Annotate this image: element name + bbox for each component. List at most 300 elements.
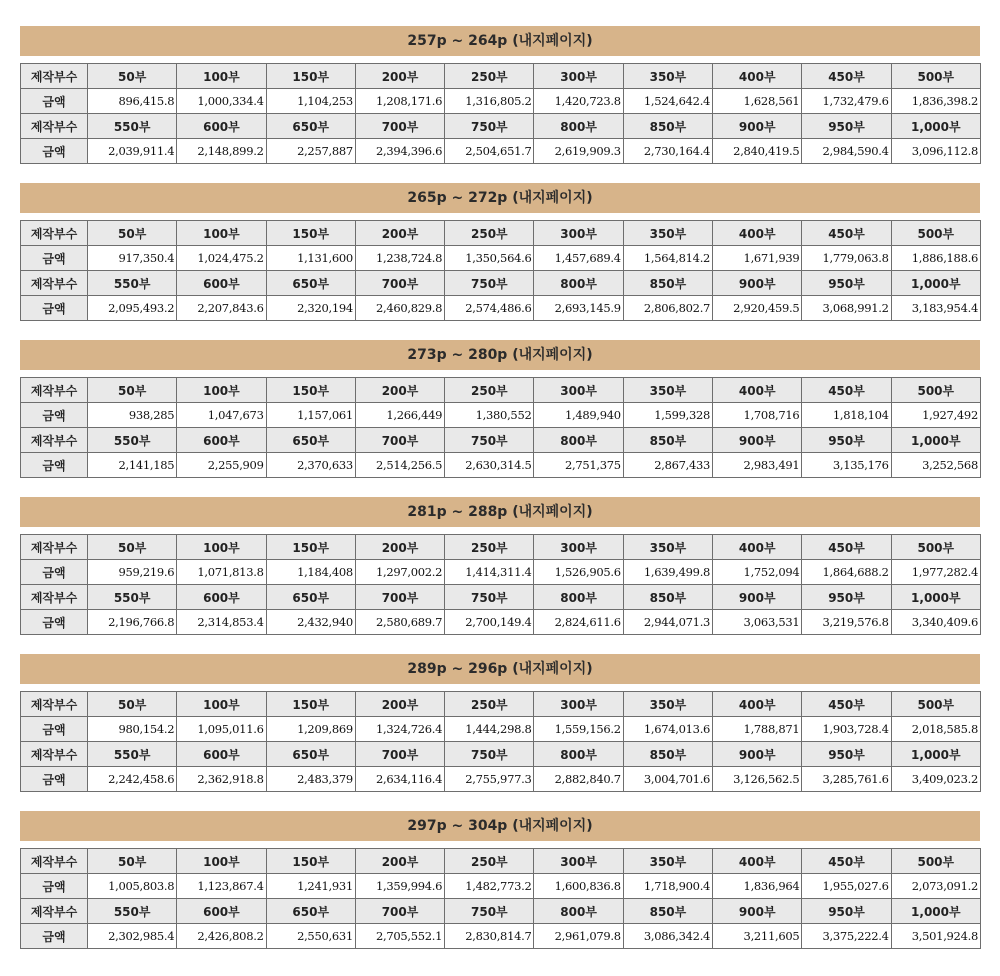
amount-cell: 1,241,931 <box>266 874 355 899</box>
amount-cell: 3,285,761.6 <box>802 767 891 792</box>
amount-cell: 1,000,334.4 <box>177 89 266 114</box>
amount-row <box>21 403 981 428</box>
amount-cell: 1,482,773.2 <box>445 874 534 899</box>
copies-cell: 900부 <box>713 271 802 296</box>
copies-cell: 450부 <box>802 535 891 560</box>
amount-cell: 1,836,398.2 <box>891 89 980 114</box>
amount-cell: 2,196,766.8 <box>88 610 177 635</box>
price-section <box>20 340 980 472</box>
copies-cell: 1,000부 <box>891 899 980 924</box>
amount-label: 금액 <box>21 874 88 899</box>
copies-cell: 350부 <box>623 64 712 89</box>
amount-cell: 2,961,079.8 <box>534 924 623 949</box>
amount-cell: 2,619,909.3 <box>534 139 623 164</box>
amount-cell: 2,207,843.6 <box>177 296 266 321</box>
price-table <box>20 848 981 949</box>
price-section <box>20 26 980 158</box>
copies-cell: 200부 <box>355 378 444 403</box>
amount-cell: 896,415.8 <box>88 89 177 114</box>
amount-cell: 2,257,887 <box>266 139 355 164</box>
amount-cell: 3,375,222.4 <box>802 924 891 949</box>
copies-cell: 100부 <box>177 221 266 246</box>
copies-row <box>21 221 981 246</box>
copies-cell: 250부 <box>445 849 534 874</box>
copies-cell: 400부 <box>713 221 802 246</box>
copies-cell: 850부 <box>623 585 712 610</box>
section-title: 257p ~ 264p (내지페이지) <box>20 26 980 56</box>
copies-cell: 650부 <box>266 114 355 139</box>
amount-cell: 2,148,899.2 <box>177 139 266 164</box>
amount-cell: 2,018,585.8 <box>891 717 980 742</box>
amount-cell: 2,514,256.5 <box>355 453 444 478</box>
amount-cell: 2,504,651.7 <box>445 139 534 164</box>
amount-cell: 2,700,149.4 <box>445 610 534 635</box>
amount-cell: 1,886,188.6 <box>891 246 980 271</box>
copies-cell: 150부 <box>266 64 355 89</box>
copies-row <box>21 849 981 874</box>
amount-row <box>21 296 981 321</box>
amount-cell: 1,732,479.6 <box>802 89 891 114</box>
amount-cell: 1,266,449 <box>355 403 444 428</box>
copies-label: 제작부수 <box>21 271 88 296</box>
amount-cell: 1,047,673 <box>177 403 266 428</box>
amount-cell: 1,131,600 <box>266 246 355 271</box>
copies-cell: 50부 <box>88 64 177 89</box>
amount-cell: 1,526,905.6 <box>534 560 623 585</box>
copies-cell: 350부 <box>623 692 712 717</box>
amount-cell: 2,730,164.4 <box>623 139 712 164</box>
amount-cell: 3,004,701.6 <box>623 767 712 792</box>
amount-cell: 2,824,611.6 <box>534 610 623 635</box>
copies-cell: 750부 <box>445 271 534 296</box>
amount-cell: 3,068,991.2 <box>802 296 891 321</box>
copies-cell: 450부 <box>802 221 891 246</box>
amount-label: 금액 <box>21 246 88 271</box>
copies-cell: 500부 <box>891 535 980 560</box>
amount-label: 금액 <box>21 610 88 635</box>
copies-cell: 250부 <box>445 692 534 717</box>
section-title: 289p ~ 296p (내지페이지) <box>20 654 980 684</box>
amount-cell: 2,073,091.2 <box>891 874 980 899</box>
amount-cell: 2,432,940 <box>266 610 355 635</box>
amount-cell: 1,104,253 <box>266 89 355 114</box>
amount-cell: 1,457,689.4 <box>534 246 623 271</box>
copies-cell: 550부 <box>88 899 177 924</box>
copies-cell: 850부 <box>623 114 712 139</box>
copies-cell: 300부 <box>534 221 623 246</box>
copies-cell: 900부 <box>713 428 802 453</box>
copies-cell: 600부 <box>177 742 266 767</box>
price-table <box>20 63 981 164</box>
copies-row <box>21 742 981 767</box>
copies-cell: 850부 <box>623 271 712 296</box>
section-title: 297p ~ 304p (내지페이지) <box>20 811 980 841</box>
amount-cell: 2,370,633 <box>266 453 355 478</box>
amount-cell: 1,718,900.4 <box>623 874 712 899</box>
copies-cell: 100부 <box>177 378 266 403</box>
copies-cell: 550부 <box>88 585 177 610</box>
copies-cell: 700부 <box>355 114 444 139</box>
copies-cell: 850부 <box>623 428 712 453</box>
copies-cell: 700부 <box>355 585 444 610</box>
price-section <box>20 183 980 315</box>
copies-cell: 650부 <box>266 585 355 610</box>
copies-label: 제작부수 <box>21 221 88 246</box>
amount-cell: 1,359,994.6 <box>355 874 444 899</box>
copies-cell: 400부 <box>713 378 802 403</box>
copies-cell: 950부 <box>802 271 891 296</box>
amount-cell: 1,927,492 <box>891 403 980 428</box>
copies-cell: 150부 <box>266 535 355 560</box>
amount-cell: 1,297,002.2 <box>355 560 444 585</box>
copies-cell: 250부 <box>445 535 534 560</box>
amount-row <box>21 874 981 899</box>
copies-cell: 800부 <box>534 899 623 924</box>
amount-cell: 1,005,803.8 <box>88 874 177 899</box>
copies-cell: 200부 <box>355 535 444 560</box>
amount-cell: 3,219,576.8 <box>802 610 891 635</box>
copies-row <box>21 428 981 453</box>
amount-cell: 2,314,853.4 <box>177 610 266 635</box>
amount-cell: 2,830,814.7 <box>445 924 534 949</box>
amount-cell: 1,639,499.8 <box>623 560 712 585</box>
copies-cell: 500부 <box>891 221 980 246</box>
amount-cell: 1,380,552 <box>445 403 534 428</box>
amount-label: 금액 <box>21 139 88 164</box>
copies-cell: 950부 <box>802 585 891 610</box>
copies-cell: 100부 <box>177 692 266 717</box>
amount-cell: 2,141,185 <box>88 453 177 478</box>
amount-cell: 1,444,298.8 <box>445 717 534 742</box>
copies-cell: 700부 <box>355 742 444 767</box>
copies-cell: 550부 <box>88 428 177 453</box>
amount-cell: 1,524,642.4 <box>623 89 712 114</box>
copies-cell: 750부 <box>445 585 534 610</box>
amount-cell: 1,600,836.8 <box>534 874 623 899</box>
copies-cell: 450부 <box>802 692 891 717</box>
amount-cell: 1,420,723.8 <box>534 89 623 114</box>
copies-cell: 900부 <box>713 899 802 924</box>
copies-row <box>21 692 981 717</box>
copies-cell: 300부 <box>534 378 623 403</box>
amount-row <box>21 924 981 949</box>
amount-cell: 1,350,564.6 <box>445 246 534 271</box>
copies-cell: 250부 <box>445 64 534 89</box>
amount-row <box>21 139 981 164</box>
copies-label: 제작부수 <box>21 585 88 610</box>
copies-cell: 550부 <box>88 114 177 139</box>
amount-cell: 1,208,171.6 <box>355 89 444 114</box>
copies-cell: 100부 <box>177 849 266 874</box>
amount-cell: 1,414,311.4 <box>445 560 534 585</box>
copies-cell: 400부 <box>713 692 802 717</box>
copies-cell: 150부 <box>266 378 355 403</box>
amount-cell: 2,944,071.3 <box>623 610 712 635</box>
copies-cell: 800부 <box>534 114 623 139</box>
copies-cell: 250부 <box>445 378 534 403</box>
amount-cell: 2,630,314.5 <box>445 453 534 478</box>
copies-cell: 1,000부 <box>891 271 980 296</box>
price-section <box>20 497 980 629</box>
amount-label: 금액 <box>21 767 88 792</box>
amount-cell: 2,806,802.7 <box>623 296 712 321</box>
amount-cell: 2,362,918.8 <box>177 767 266 792</box>
copies-row <box>21 114 981 139</box>
amount-cell: 1,024,475.2 <box>177 246 266 271</box>
section-title: 273p ~ 280p (내지페이지) <box>20 340 980 370</box>
copies-cell: 550부 <box>88 742 177 767</box>
copies-cell: 700부 <box>355 899 444 924</box>
copies-cell: 200부 <box>355 849 444 874</box>
amount-cell: 1,752,094 <box>713 560 802 585</box>
amount-label: 금액 <box>21 403 88 428</box>
price-table <box>20 377 981 478</box>
amount-cell: 3,126,562.5 <box>713 767 802 792</box>
copies-cell: 950부 <box>802 114 891 139</box>
copies-cell: 100부 <box>177 535 266 560</box>
amount-cell: 1,788,871 <box>713 717 802 742</box>
copies-cell: 150부 <box>266 221 355 246</box>
amount-cell: 3,409,023.2 <box>891 767 980 792</box>
copies-cell: 950부 <box>802 899 891 924</box>
copies-label: 제작부수 <box>21 535 88 560</box>
amount-cell: 3,340,409.6 <box>891 610 980 635</box>
copies-cell: 550부 <box>88 271 177 296</box>
amount-cell: 1,209,869 <box>266 717 355 742</box>
amount-cell: 2,320,194 <box>266 296 355 321</box>
amount-cell: 2,920,459.5 <box>713 296 802 321</box>
copies-cell: 450부 <box>802 849 891 874</box>
copies-cell: 900부 <box>713 742 802 767</box>
price-section <box>20 811 980 943</box>
copies-row <box>21 271 981 296</box>
copies-cell: 750부 <box>445 114 534 139</box>
amount-cell: 2,705,552.1 <box>355 924 444 949</box>
copies-cell: 500부 <box>891 849 980 874</box>
amount-cell: 2,984,590.4 <box>802 139 891 164</box>
copies-label: 제작부수 <box>21 64 88 89</box>
copies-cell: 500부 <box>891 64 980 89</box>
copies-cell: 350부 <box>623 535 712 560</box>
amount-cell: 1,818,104 <box>802 403 891 428</box>
copies-cell: 400부 <box>713 64 802 89</box>
amount-cell: 2,460,829.8 <box>355 296 444 321</box>
amount-cell: 1,977,282.4 <box>891 560 980 585</box>
amount-cell: 2,302,985.4 <box>88 924 177 949</box>
copies-cell: 850부 <box>623 899 712 924</box>
copies-cell: 700부 <box>355 428 444 453</box>
amount-label: 금액 <box>21 296 88 321</box>
amount-cell: 2,882,840.7 <box>534 767 623 792</box>
copies-cell: 300부 <box>534 692 623 717</box>
copies-label: 제작부수 <box>21 899 88 924</box>
copies-cell: 650부 <box>266 899 355 924</box>
amount-cell: 1,324,726.4 <box>355 717 444 742</box>
copies-cell: 800부 <box>534 271 623 296</box>
amount-cell: 2,394,396.6 <box>355 139 444 164</box>
copies-cell: 600부 <box>177 114 266 139</box>
amount-cell: 1,628,561 <box>713 89 802 114</box>
copies-row <box>21 585 981 610</box>
amount-cell: 980,154.2 <box>88 717 177 742</box>
amount-label: 금액 <box>21 924 88 949</box>
copies-row <box>21 535 981 560</box>
amount-cell: 3,211,605 <box>713 924 802 949</box>
amount-label: 금액 <box>21 89 88 114</box>
copies-cell: 600부 <box>177 428 266 453</box>
amount-cell: 1,671,939 <box>713 246 802 271</box>
amount-cell: 1,864,688.2 <box>802 560 891 585</box>
copies-cell: 900부 <box>713 585 802 610</box>
price-table <box>20 534 981 635</box>
copies-cell: 400부 <box>713 535 802 560</box>
copies-cell: 150부 <box>266 692 355 717</box>
amount-cell: 1,955,027.6 <box>802 874 891 899</box>
copies-cell: 450부 <box>802 64 891 89</box>
amount-cell: 2,983,491 <box>713 453 802 478</box>
copies-cell: 350부 <box>623 849 712 874</box>
amount-cell: 2,634,116.4 <box>355 767 444 792</box>
copies-cell: 500부 <box>891 692 980 717</box>
amount-cell: 3,096,112.8 <box>891 139 980 164</box>
amount-cell: 2,693,145.9 <box>534 296 623 321</box>
amount-label: 금액 <box>21 560 88 585</box>
amount-cell: 1,599,328 <box>623 403 712 428</box>
copies-cell: 450부 <box>802 378 891 403</box>
copies-cell: 200부 <box>355 692 444 717</box>
copies-label: 제작부수 <box>21 378 88 403</box>
copies-cell: 500부 <box>891 378 980 403</box>
copies-row <box>21 64 981 89</box>
amount-cell: 1,836,964 <box>713 874 802 899</box>
amount-cell: 1,316,805.2 <box>445 89 534 114</box>
copies-cell: 750부 <box>445 428 534 453</box>
copies-cell: 950부 <box>802 428 891 453</box>
section-title: 281p ~ 288p (내지페이지) <box>20 497 980 527</box>
amount-cell: 2,095,493.2 <box>88 296 177 321</box>
copies-cell: 600부 <box>177 899 266 924</box>
amount-cell: 917,350.4 <box>88 246 177 271</box>
price-tables <box>20 26 980 968</box>
amount-cell: 3,135,176 <box>802 453 891 478</box>
amount-cell: 3,086,342.4 <box>623 924 712 949</box>
copies-cell: 600부 <box>177 271 266 296</box>
amount-cell: 1,157,061 <box>266 403 355 428</box>
copies-label: 제작부수 <box>21 742 88 767</box>
copies-cell: 350부 <box>623 221 712 246</box>
copies-cell: 50부 <box>88 378 177 403</box>
copies-cell: 50부 <box>88 692 177 717</box>
copies-cell: 50부 <box>88 849 177 874</box>
amount-cell: 1,071,813.8 <box>177 560 266 585</box>
copies-cell: 750부 <box>445 742 534 767</box>
price-table <box>20 691 981 792</box>
copies-cell: 850부 <box>623 742 712 767</box>
copies-row <box>21 378 981 403</box>
amount-cell: 2,840,419.5 <box>713 139 802 164</box>
amount-cell: 2,039,911.4 <box>88 139 177 164</box>
copies-cell: 1,000부 <box>891 585 980 610</box>
copies-cell: 200부 <box>355 64 444 89</box>
copies-cell: 650부 <box>266 742 355 767</box>
amount-cell: 1,095,011.6 <box>177 717 266 742</box>
amount-row <box>21 89 981 114</box>
amount-row <box>21 453 981 478</box>
copies-cell: 800부 <box>534 742 623 767</box>
copies-cell: 50부 <box>88 535 177 560</box>
copies-cell: 400부 <box>713 849 802 874</box>
copies-cell: 1,000부 <box>891 742 980 767</box>
amount-row <box>21 610 981 635</box>
copies-cell: 650부 <box>266 428 355 453</box>
copies-cell: 700부 <box>355 271 444 296</box>
amount-row <box>21 560 981 585</box>
copies-cell: 800부 <box>534 428 623 453</box>
amount-cell: 1,674,013.6 <box>623 717 712 742</box>
amount-label: 금액 <box>21 453 88 478</box>
amount-row <box>21 717 981 742</box>
copies-cell: 300부 <box>534 849 623 874</box>
amount-cell: 959,219.6 <box>88 560 177 585</box>
copies-label: 제작부수 <box>21 849 88 874</box>
amount-row <box>21 767 981 792</box>
amount-cell: 2,255,909 <box>177 453 266 478</box>
amount-cell: 2,426,808.2 <box>177 924 266 949</box>
copies-cell: 750부 <box>445 899 534 924</box>
amount-cell: 2,580,689.7 <box>355 610 444 635</box>
copies-cell: 150부 <box>266 849 355 874</box>
amount-cell: 1,184,408 <box>266 560 355 585</box>
amount-cell: 1,238,724.8 <box>355 246 444 271</box>
amount-cell: 938,285 <box>88 403 177 428</box>
copies-cell: 950부 <box>802 742 891 767</box>
amount-row <box>21 246 981 271</box>
amount-cell: 2,550,631 <box>266 924 355 949</box>
amount-cell: 1,489,940 <box>534 403 623 428</box>
copies-cell: 900부 <box>713 114 802 139</box>
copies-cell: 200부 <box>355 221 444 246</box>
price-section <box>20 654 980 786</box>
amount-cell: 1,903,728.4 <box>802 717 891 742</box>
copies-cell: 1,000부 <box>891 428 980 453</box>
amount-cell: 2,751,375 <box>534 453 623 478</box>
copies-label: 제작부수 <box>21 114 88 139</box>
amount-cell: 3,252,568 <box>891 453 980 478</box>
amount-cell: 3,183,954.4 <box>891 296 980 321</box>
copies-row <box>21 899 981 924</box>
copies-cell: 300부 <box>534 535 623 560</box>
copies-label: 제작부수 <box>21 692 88 717</box>
copies-cell: 600부 <box>177 585 266 610</box>
copies-cell: 250부 <box>445 221 534 246</box>
amount-cell: 3,501,924.8 <box>891 924 980 949</box>
amount-label: 금액 <box>21 717 88 742</box>
copies-cell: 1,000부 <box>891 114 980 139</box>
copies-cell: 650부 <box>266 271 355 296</box>
copies-label: 제작부수 <box>21 428 88 453</box>
amount-cell: 2,867,433 <box>623 453 712 478</box>
amount-cell: 2,242,458.6 <box>88 767 177 792</box>
amount-cell: 1,564,814.2 <box>623 246 712 271</box>
amount-cell: 2,483,379 <box>266 767 355 792</box>
amount-cell: 2,574,486.6 <box>445 296 534 321</box>
amount-cell: 1,559,156.2 <box>534 717 623 742</box>
amount-cell: 2,755,977.3 <box>445 767 534 792</box>
amount-cell: 3,063,531 <box>713 610 802 635</box>
section-title: 265p ~ 272p (내지페이지) <box>20 183 980 213</box>
copies-cell: 800부 <box>534 585 623 610</box>
copies-cell: 50부 <box>88 221 177 246</box>
